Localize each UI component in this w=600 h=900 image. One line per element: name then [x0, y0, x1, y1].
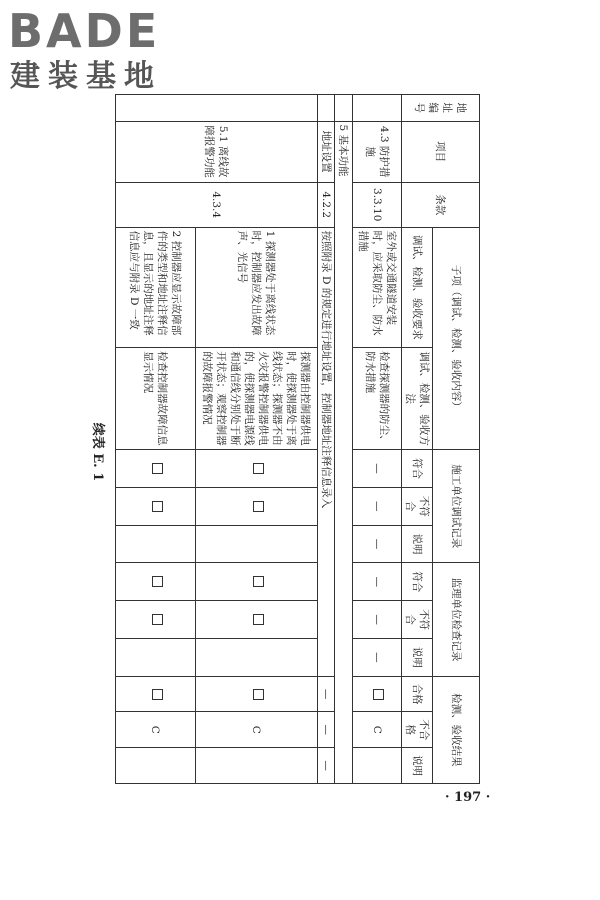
checkbox[interactable]	[152, 689, 163, 700]
pass-checkbox[interactable]	[373, 689, 384, 700]
page-number: · 197 ·	[445, 790, 491, 805]
header-r-pass: 合格	[401, 676, 433, 712]
row3-method-b: 检查控制器故障信息显示情况	[116, 348, 196, 450]
row3-requirement-b: 2 控制器应显示故障部件的类型和地址注释信息，且显示的地址注释信息应与附录 D 一致	[116, 227, 196, 347]
header-s-nonconform: 不符合	[401, 601, 433, 639]
logo-subtitle: 建装基地	[10, 59, 162, 94]
row3-fail-mark-b: C	[116, 712, 196, 748]
header-project: 项目	[401, 121, 479, 182]
header-r-note: 说明	[401, 748, 433, 784]
checkbox[interactable]	[152, 614, 163, 625]
table-caption: 续表 E. 1	[90, 422, 106, 482]
header-c-conform: 符合	[401, 450, 433, 488]
header-s-conform: 符合	[401, 563, 433, 601]
row3-requirement-a: 1 探测器处于离线状态时，控制器应发出故障声、光信号	[195, 227, 317, 347]
row1-s-note: —	[352, 638, 401, 676]
section-5-title: 5 基本功能	[335, 121, 352, 783]
table-rotated-wrapper	[115, 94, 480, 784]
header-addr: 地址编号	[401, 95, 479, 122]
header-method: 调试、检测、验收方法	[401, 348, 433, 450]
row1-s-nonconform: —	[352, 601, 401, 639]
row1-c-nonconform: —	[352, 487, 401, 525]
header-c-nonconform: 不符合	[401, 487, 433, 525]
header-supervision: 监理单位检查记录	[433, 563, 480, 676]
header-subitem: 子项（调试、检测、验收内容）	[433, 227, 480, 450]
row1-requirement: 室外或交通隧道安装时，应采取防尘、防水措施	[352, 227, 401, 347]
table-row	[195, 95, 317, 784]
header-r-fail: 不合格	[401, 712, 433, 748]
table-row: 地址设置 4.2.2 按照附录 D 的规定进行地址设置，控制器地址注释信息录入 — — —	[317, 95, 334, 784]
row1-method: 检查探测器的防尘、防水措施	[352, 348, 401, 450]
row1-s-conform: —	[352, 563, 401, 601]
table-row	[335, 95, 352, 784]
checkbox[interactable]	[152, 463, 163, 474]
row3-project: 5.1 离线故障报警功能	[116, 121, 318, 182]
inspection-table	[115, 94, 480, 784]
header-requirement: 调试、检测、验收要求	[401, 227, 433, 347]
checkbox[interactable]	[253, 614, 264, 625]
row1-project: 4.3 防护措施	[352, 121, 401, 182]
checkbox[interactable]	[152, 501, 163, 512]
row1-c-note: —	[352, 525, 401, 563]
row2-content: 按照附录 D 的规定进行地址设置，控制器地址注释信息录入	[317, 227, 334, 676]
checkbox[interactable]	[253, 463, 264, 474]
bade-logo	[8, 6, 183, 98]
checkbox[interactable]	[253, 576, 264, 587]
table-frame	[115, 94, 480, 784]
row2-project: 地址设置	[317, 121, 334, 182]
row3-method-a: 探测器由控制器供电时，使探测器处于离线状态；探测器不由火灾报警控制器供电的，使探测器电源线和通信线分别处于断开状态；观察控制器的故障报警情况	[195, 348, 317, 450]
row3-fail-mark-a: C	[195, 712, 317, 748]
logo-brand: BADE	[8, 4, 161, 58]
row1-fail-mark: C	[352, 712, 401, 748]
header-c-note: 说明	[401, 525, 433, 563]
header-construction: 施工单位调试记录	[433, 450, 480, 563]
header-s-note: 说明	[401, 638, 433, 676]
row1-c-conform: —	[352, 450, 401, 488]
header-clause: 条款	[401, 182, 479, 227]
checkbox[interactable]	[152, 576, 163, 587]
row1-clause: 3.3.10	[352, 182, 401, 227]
checkbox[interactable]	[253, 501, 264, 512]
header-result: 检测、验收结果	[433, 676, 480, 783]
checkbox[interactable]	[253, 689, 264, 700]
row3-clause: 4.3.4	[116, 182, 318, 227]
table-row	[352, 95, 401, 784]
row2-clause: 4.2.2	[317, 182, 334, 227]
